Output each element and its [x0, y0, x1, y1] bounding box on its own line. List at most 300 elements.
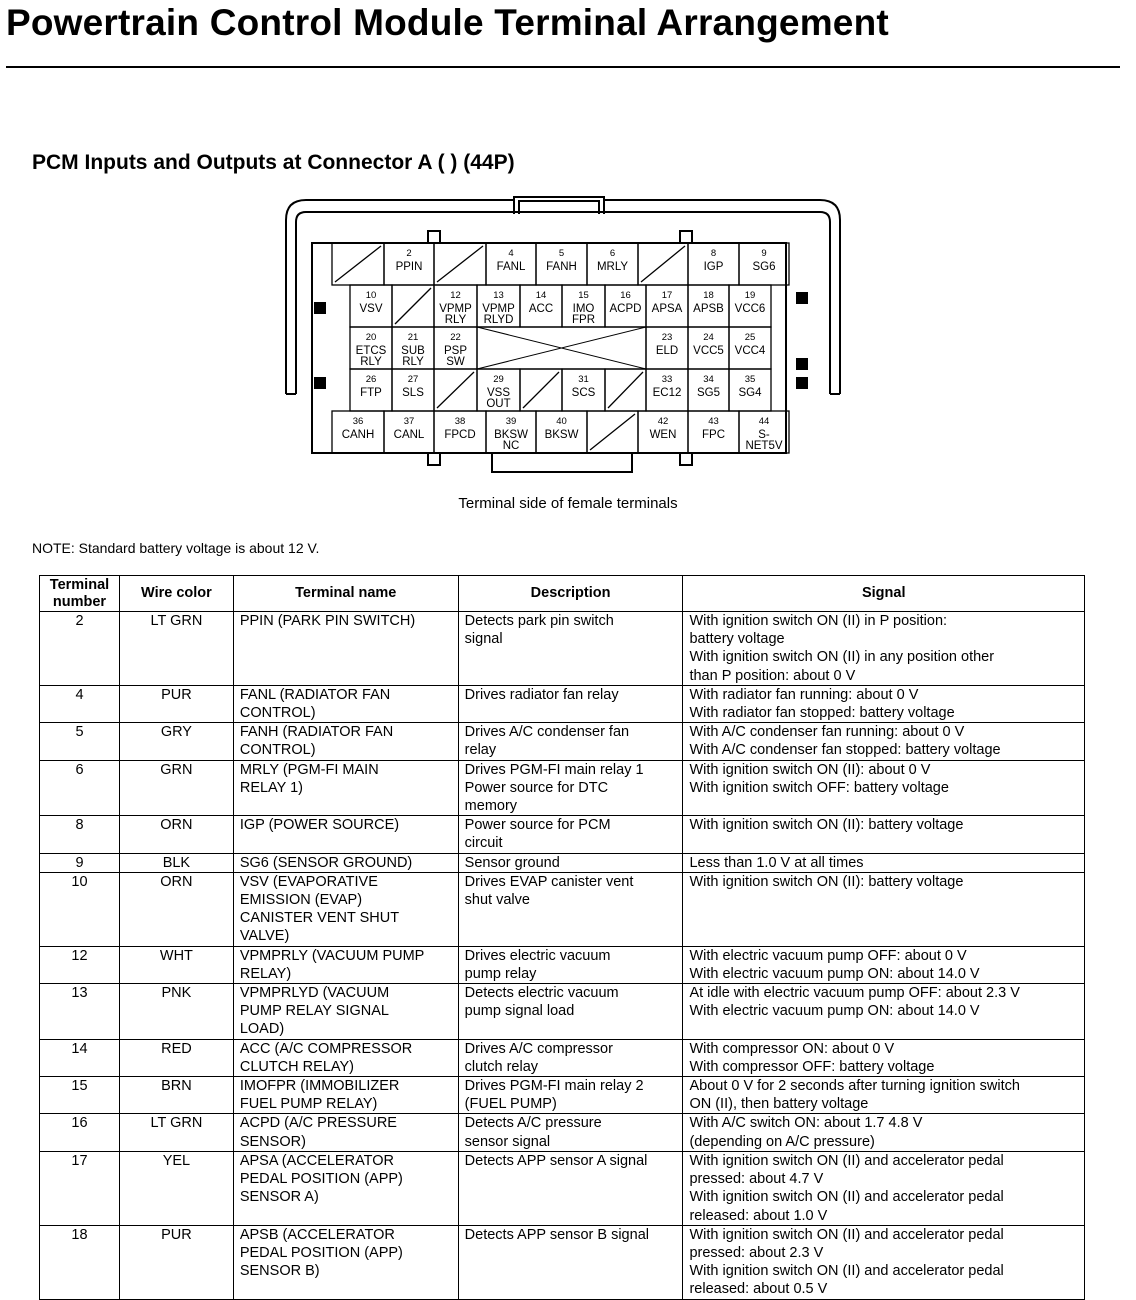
terminal-number-text: 10: [71, 873, 88, 890]
terminal-name-text: LOAD): [239, 1021, 285, 1038]
description-text: Sensor ground: [464, 854, 560, 871]
signal: [683, 872, 1085, 946]
table-row: [40, 760, 1085, 816]
terminal-signal-label: RLY: [444, 314, 467, 326]
description-text: pump signal load: [464, 1003, 575, 1020]
signal-text: With A/C condenser fan running: about 0 V: [689, 724, 965, 741]
wire-color: [119, 1225, 233, 1299]
signal-text: With electric vacuum pump ON: about 14.0 V: [689, 1003, 980, 1020]
terminal-name-text: RELAY 1): [239, 779, 303, 796]
terminal-name-text: ACPD (A/C PRESSURE: [239, 1115, 397, 1132]
description-text: shut valve: [464, 892, 530, 909]
signal-text: With A/C condenser fan stopped: battery voltage: [689, 742, 1001, 759]
description-text: Detects electric vacuum: [464, 985, 619, 1002]
wire-color: [119, 760, 233, 816]
wire-color: [119, 685, 233, 722]
terminal-number-label: 39: [505, 416, 517, 427]
page-title: Powertrain Control Module Terminal Arrangement: [6, 2, 889, 43]
terminal-signal-label: PSP: [443, 345, 468, 357]
wire-color-text: WHT: [159, 947, 193, 964]
terminal-name-text: ACC (A/C COMPRESSOR: [239, 1040, 413, 1057]
description-text: sensor signal: [464, 1133, 551, 1150]
terminal-number-label: 14: [535, 290, 547, 301]
signal-text: battery voltage: [689, 631, 785, 648]
table-row: [40, 723, 1085, 760]
terminal-number-text: 17: [71, 1152, 88, 1169]
terminal-number-label: 33: [661, 374, 673, 385]
terminal-signal-label: VCC5: [693, 345, 724, 357]
terminal-number-label: 20: [365, 332, 377, 343]
terminal-name: [233, 1225, 458, 1299]
terminal-signal-label: FPCD: [444, 429, 476, 441]
description-text: Drives EVAP canister vent: [464, 873, 634, 890]
terminal-name-text: APSB (ACCELERATOR: [239, 1226, 395, 1243]
description: [458, 1151, 683, 1225]
terminal-name-text: FUEL PUMP RELAY): [239, 1096, 378, 1113]
signal-text: (depending on A/C pressure): [689, 1133, 875, 1150]
description-text: Detects park pin switch: [464, 613, 614, 629]
terminal-signal-label: CANH: [341, 429, 375, 441]
table-row: [40, 1077, 1085, 1114]
description: [458, 760, 683, 816]
blank-cavity-mark: [641, 246, 685, 282]
terminal-number-text: 8: [75, 817, 84, 834]
terminal-signal-label: SUB: [401, 345, 425, 357]
terminal-name-text: IGP (POWER SOURCE): [239, 817, 400, 834]
terminal-name-text: FANH (RADIATOR FAN: [239, 724, 394, 741]
description-text: relay: [464, 742, 497, 759]
terminal-number-label: 16: [620, 290, 631, 301]
terminal-signal-label: VPMP: [439, 303, 472, 315]
header-wire-color: Wire color: [119, 576, 233, 612]
signal-text: With compressor ON: about 0 V: [689, 1040, 895, 1057]
table-header-row: [40, 576, 1085, 612]
wire-color-text: BLK: [162, 854, 191, 871]
terminal-number-label: 2: [406, 248, 412, 259]
blank-cavity-mark: [395, 288, 431, 324]
terminal-number-label: 17: [661, 290, 673, 301]
terminal-signal-label: FPR: [572, 314, 595, 326]
wire-color-text: ORN: [160, 817, 193, 834]
terminal-signal-label: VCC4: [734, 345, 766, 357]
terminal-signal-label: FANL: [496, 261, 526, 273]
table-row: [40, 685, 1085, 722]
terminal-name-text: CANISTER VENT SHUT: [239, 910, 400, 927]
terminal-number-label: 5: [558, 248, 565, 259]
terminal-signal-label: RLYD: [483, 314, 514, 326]
terminal-number: [40, 612, 120, 686]
signal-text: With ignition switch ON (II) and accelerator pedal: [689, 1226, 1004, 1243]
terminal-signal-label: NET5V: [745, 440, 783, 452]
header-terminal-name: Terminal name: [233, 576, 458, 612]
description-text: Detects APP sensor B signal: [464, 1226, 649, 1243]
terminal-signal-label: SG6: [752, 261, 776, 273]
connector-cells: [332, 243, 789, 453]
description-text: Power source for PCM: [464, 817, 611, 834]
terminal-signal-label: SW: [446, 356, 465, 368]
terminal-number-label: 4: [508, 248, 514, 259]
description: [458, 946, 683, 983]
terminal-number-text: 14: [71, 1040, 88, 1057]
terminal-signal-label: VSV: [359, 303, 383, 315]
wire-color: [119, 946, 233, 983]
blank-cavity-mark: [590, 414, 635, 450]
terminal-name: [233, 1151, 458, 1225]
blank-cavity-mark: [437, 372, 474, 408]
terminal-signal-label: ACPD: [609, 303, 642, 315]
wire-color: [119, 984, 233, 1040]
terminal-name: [233, 1077, 458, 1114]
signal-text: With A/C switch ON: about 1.7 4.8 V: [689, 1115, 923, 1132]
terminal-number-label: 22: [450, 332, 461, 343]
signal-text: ON (II), then battery voltage: [689, 1096, 869, 1113]
voltage-note: NOTE: Standard battery voltage is about 12 V.: [32, 540, 320, 556]
header-signal: Signal: [683, 576, 1085, 612]
terminal-signal-label: BKSW: [544, 429, 579, 441]
description: [458, 1039, 683, 1076]
description-text: Power source for DTC: [464, 779, 609, 796]
terminal-name-text: PEDAL POSITION (APP): [239, 1244, 403, 1261]
terminal-table: [39, 575, 1085, 1300]
signal: [683, 1039, 1085, 1076]
terminal-number: [40, 723, 120, 760]
terminal-signal-label: SG5: [696, 387, 721, 399]
terminal-number-text: 6: [75, 761, 84, 778]
terminal-number-text: 12: [71, 947, 88, 964]
terminal-number-label: 8: [710, 248, 717, 259]
wire-color-text: PNK: [161, 985, 192, 1002]
terminal-signal-label: APSA: [651, 303, 683, 315]
blank-cavity-mark: [437, 246, 483, 282]
signal-text: pressed: about 4.7 V: [689, 1171, 824, 1188]
terminal-number-text: 16: [71, 1115, 88, 1132]
terminal-name: [233, 816, 458, 853]
wire-color-text: BRN: [161, 1078, 192, 1095]
terminal-name-text: SG6 (SENSOR GROUND): [239, 854, 413, 871]
description-text: clutch relay: [464, 1058, 539, 1075]
terminal-signal-label: WEN: [649, 429, 677, 441]
terminal-number-label: 23: [661, 332, 673, 343]
terminal-number-label: 44: [758, 416, 770, 427]
wire-color-text: RED: [161, 1040, 192, 1057]
signal-text: Less than 1.0 V at all times: [689, 854, 864, 871]
description-text: Drives A/C compressor: [464, 1040, 613, 1057]
signal-text: With ignition switch ON (II) and accelerator pedal: [689, 1152, 1004, 1169]
signal: [683, 1225, 1085, 1299]
terminal-signal-label: SCS: [571, 387, 596, 399]
terminal-signal-label: OUT: [486, 398, 511, 410]
terminal-name-text: SENSOR A): [239, 1189, 319, 1206]
terminal-number-label: 29: [493, 374, 504, 385]
terminal-number-label: 19: [744, 290, 756, 301]
terminal-name-text: PPIN (PARK PIN SWITCH): [239, 613, 416, 629]
terminal-signal-label: ACC: [528, 303, 554, 315]
description-text: pump relay: [464, 965, 537, 982]
description: [458, 1077, 683, 1114]
terminal-signal-label: PPIN: [395, 261, 423, 273]
terminal-name: [233, 685, 458, 722]
terminal-name-text: FANL (RADIATOR FAN: [239, 686, 391, 703]
table-row: [40, 1114, 1085, 1151]
terminal-signal-label: FANH: [546, 261, 577, 273]
terminal-number-label: 27: [407, 374, 419, 385]
wire-color: [119, 1151, 233, 1225]
terminal-number-label: 9: [761, 248, 767, 259]
terminal-signal-label: EC12: [652, 387, 682, 399]
signal: [683, 1114, 1085, 1151]
terminal-name: [233, 612, 458, 686]
signal: [683, 853, 1085, 872]
signal-text: With electric vacuum pump ON: about 14.0 V: [689, 965, 980, 982]
signal: [683, 760, 1085, 816]
terminal-number: [40, 853, 120, 872]
wire-color-text: GRN: [160, 761, 193, 778]
terminal-name-text: EMISSION (EVAP): [239, 892, 363, 909]
terminal-name-text: IMOFPR (IMMOBILIZER: [239, 1078, 400, 1095]
terminal-name: [233, 760, 458, 816]
table-row: [40, 612, 1085, 686]
terminal-number: [40, 760, 120, 816]
description-text: Drives radiator fan relay: [464, 686, 619, 703]
terminal-number: [40, 1151, 120, 1225]
terminal-number-text: 9: [75, 854, 84, 871]
terminal-number-text: 15: [71, 1078, 88, 1095]
terminal-number: [40, 984, 120, 1040]
table-row: [40, 816, 1085, 853]
description: [458, 984, 683, 1040]
terminal-number: [40, 1039, 120, 1076]
signal-text: With ignition switch ON (II) and accelerator pedal: [689, 1263, 1004, 1280]
description-text: Drives PGM-FI main relay 1: [464, 761, 644, 778]
terminal-name-text: RELAY): [239, 965, 292, 982]
description-text: signal: [464, 631, 503, 648]
wire-color: [119, 1039, 233, 1076]
terminal-number-label: 34: [703, 374, 714, 385]
description: [458, 816, 683, 853]
terminal-name: [233, 946, 458, 983]
terminal-number-label: 38: [454, 416, 466, 427]
signal-text: With ignition switch ON (II) in P position:: [689, 613, 948, 629]
terminal-signal-label: IMO: [572, 303, 595, 315]
terminal-number-text: 13: [71, 985, 88, 1002]
terminal-number-text: 18: [71, 1226, 88, 1243]
terminal-name: [233, 1039, 458, 1076]
blank-cavity-mark: [608, 372, 643, 408]
terminal-number-label: 15: [578, 290, 589, 301]
terminal-signal-label: VCC6: [734, 303, 766, 315]
terminal-number-label: 24: [703, 332, 714, 343]
terminal-number-label: 18: [703, 290, 714, 301]
terminal-number-label: 31: [578, 374, 589, 385]
terminal-number-label: 26: [365, 374, 377, 385]
terminal-number-text: 4: [75, 686, 84, 703]
terminal-number: [40, 1077, 120, 1114]
table-row: [40, 1225, 1085, 1299]
terminal-name-text: PUMP RELAY SIGNAL: [239, 1003, 389, 1020]
description-text: memory: [464, 798, 518, 815]
terminal-name-text: MRLY (PGM-FI MAIN: [239, 761, 379, 778]
terminal-name-text: CLUTCH RELAY): [239, 1058, 354, 1075]
terminal-name-text: VALVE): [239, 928, 290, 945]
terminal-signal-label: NC: [502, 440, 520, 452]
table-row: [40, 946, 1085, 983]
description-text: Detects A/C pressure: [464, 1115, 602, 1132]
terminal-name-text: CONTROL): [239, 705, 316, 722]
description-text: Detects APP sensor A signal: [464, 1152, 648, 1169]
wire-color: [119, 612, 233, 686]
terminal-name: [233, 1114, 458, 1151]
blank-cavity-mark: [523, 372, 559, 408]
terminal-signal-label: MRLY: [596, 261, 629, 273]
wire-color-text: PUR: [161, 686, 192, 703]
terminal-signal-label: RLY: [402, 356, 424, 368]
wire-color: [119, 816, 233, 853]
terminal-name: [233, 723, 458, 760]
wire-color-text: YEL: [162, 1152, 191, 1169]
signal-text: With compressor OFF: battery voltage: [689, 1058, 935, 1075]
description-text: Drives PGM-FI main relay 2: [464, 1078, 644, 1095]
signal-text: With ignition switch ON (II): about 0 V: [689, 761, 931, 778]
terminal-number: [40, 816, 120, 853]
signal-text: released: about 0.5 V: [689, 1281, 828, 1298]
wire-color: [119, 723, 233, 760]
signal-text: released: about 1.0 V: [689, 1207, 828, 1224]
terminal-signal-label: APSB: [693, 303, 724, 315]
terminal-number-label: 21: [407, 332, 419, 343]
terminal-name-text: CONTROL): [239, 742, 316, 759]
signal-text: With electric vacuum pump OFF: about 0 V: [689, 947, 967, 964]
terminal-number-label: 40: [556, 416, 567, 427]
description: [458, 685, 683, 722]
terminal-number-label: 13: [493, 290, 504, 301]
terminal-signal-label: SG4: [738, 387, 762, 399]
terminal-number-label: 42: [657, 416, 669, 427]
description: [458, 872, 683, 946]
terminal-signal-label: RLY: [360, 356, 382, 368]
wire-color: [119, 853, 233, 872]
terminal-number-text: 5: [75, 724, 84, 741]
table-row: [40, 1039, 1085, 1076]
signal: [683, 984, 1085, 1040]
description-text: circuit: [464, 835, 503, 852]
signal-text: With radiator fan running: about 0 V: [689, 686, 919, 703]
header-terminal-number: Terminal number: [40, 576, 120, 612]
terminal-number-label: 43: [708, 416, 719, 427]
terminal-signal-label: FPC: [702, 429, 725, 441]
description-text: (FUEL PUMP): [464, 1096, 557, 1113]
section-title: PCM Inputs and Outputs at Connector A ( ) (44P): [32, 151, 515, 174]
wire-color: [119, 1114, 233, 1151]
description: [458, 612, 683, 686]
terminal-name-text: PEDAL POSITION (APP): [239, 1171, 403, 1188]
description: [458, 853, 683, 872]
terminal-signal-label: IGP: [703, 261, 724, 273]
table-row: [40, 853, 1085, 872]
terminal-number: [40, 1225, 120, 1299]
terminal-number-text: 2: [75, 613, 84, 629]
signal-text: pressed: about 2.3 V: [689, 1244, 824, 1261]
title-rule: [6, 66, 1120, 68]
terminal-signal-label: SLS: [402, 387, 424, 399]
terminal-number-label: 6: [609, 248, 616, 259]
blank-cavity-mark: [335, 246, 381, 282]
terminal-signal-label: ELD: [655, 345, 679, 357]
terminal-number: [40, 872, 120, 946]
terminal-signal-label: ETCS: [355, 345, 387, 357]
terminal-number: [40, 1114, 120, 1151]
signal: [683, 612, 1085, 686]
terminal-name-text: VPMPRLY (VACUUM PUMP: [239, 947, 425, 964]
wire-color-text: GRY: [160, 724, 192, 741]
diagram-caption: Terminal side of female terminals: [458, 495, 678, 512]
signal-text: With ignition switch ON (II): battery voltage: [689, 873, 964, 890]
wire-color-text: ORN: [160, 873, 193, 890]
terminal-signal-label: VSS: [486, 387, 511, 399]
terminal-number: [40, 946, 120, 983]
signal-text: At idle with electric vacuum pump OFF: about 2.3 V: [689, 985, 1020, 1002]
terminal-number-label: 12: [450, 290, 461, 301]
signal-text: With ignition switch ON (II) and accelerator pedal: [689, 1189, 1004, 1206]
terminal-number: [40, 685, 120, 722]
description: [458, 723, 683, 760]
table-row: [40, 984, 1085, 1040]
signal: [683, 685, 1085, 722]
terminal-name-text: VSV (EVAPORATIVE: [239, 873, 378, 890]
terminal-name: [233, 853, 458, 872]
terminal-number-label: 10: [365, 290, 377, 301]
wire-color-text: LT GRN: [150, 1115, 203, 1132]
signal: [683, 1151, 1085, 1225]
signal-text: With ignition switch ON (II): battery voltage: [689, 817, 964, 834]
description: [458, 1225, 683, 1299]
wire-color-text: PUR: [161, 1226, 192, 1243]
wire-color-text: LT GRN: [150, 613, 203, 629]
table-row: [40, 872, 1085, 946]
terminal-name-text: VPMPRLYD (VACUUM: [239, 985, 390, 1002]
terminal-name-text: SENSOR): [239, 1133, 306, 1150]
description: [458, 1114, 683, 1151]
terminal-signal-label: FTP: [360, 387, 382, 399]
signal-text: About 0 V for 2 seconds after turning ignition switch: [689, 1078, 1020, 1095]
signal: [683, 816, 1085, 853]
signal: [683, 946, 1085, 983]
signal-text: With ignition switch OFF: battery voltage: [689, 779, 949, 796]
header-description: Description: [458, 576, 683, 612]
terminal-name: [233, 872, 458, 946]
description-text: Drives electric vacuum: [464, 947, 611, 964]
terminal-signal-label: S-: [758, 429, 770, 441]
signal-text: than P position: about 0 V: [689, 667, 856, 684]
connector-diagram: [282, 195, 842, 479]
terminal-signal-label: CANL: [393, 429, 425, 441]
description-text: Drives A/C condenser fan: [464, 724, 630, 741]
terminal-number-label: 25: [744, 332, 756, 343]
terminal-number-label: 37: [403, 416, 415, 427]
signal-text: With ignition switch ON (II) in any position other: [689, 649, 995, 666]
terminal-signal-label: BKSW: [494, 429, 528, 441]
terminal-number-label: 35: [744, 374, 756, 385]
terminal-name-text: SENSOR B): [239, 1263, 320, 1280]
terminal-number-label: 36: [352, 416, 364, 427]
wire-color: [119, 872, 233, 946]
wire-color: [119, 1077, 233, 1114]
signal-text: With radiator fan stopped: battery voltage: [689, 705, 955, 722]
signal: [683, 1077, 1085, 1114]
terminal-signal-label: VPMP: [482, 303, 515, 315]
terminal-name-text: APSA (ACCELERATOR: [239, 1152, 395, 1169]
terminal-name: [233, 984, 458, 1040]
table-row: [40, 1151, 1085, 1225]
